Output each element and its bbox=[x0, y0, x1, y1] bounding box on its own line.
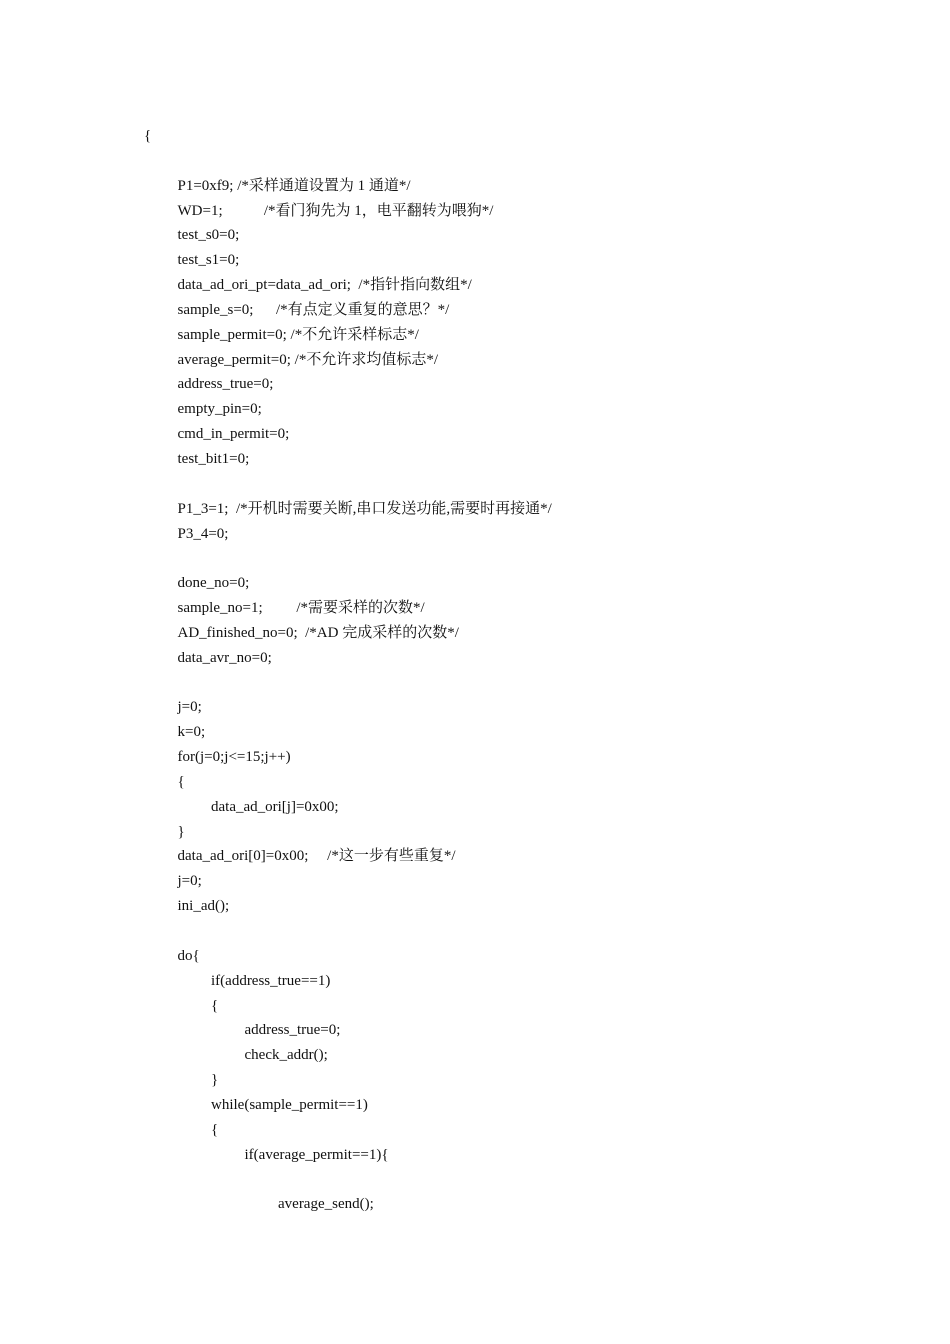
code-line: test_bit1=0; bbox=[177, 450, 250, 467]
code-line: average_send(); bbox=[278, 1196, 374, 1213]
code-line: do{ bbox=[177, 947, 200, 964]
code-line bbox=[144, 149, 904, 174]
code-line: AD_finished_no=0; /*AD 完成采样的次数*/ bbox=[177, 624, 459, 641]
code-line: for(j=0;j<=15;j++) bbox=[177, 749, 291, 766]
code-line: WD=1; /*看门狗先为 1，电平翻转为喂狗*/ bbox=[177, 202, 494, 219]
code-line: sample_no=1; /*需要采样的次数*/ bbox=[177, 600, 425, 617]
code-line: { bbox=[144, 128, 152, 144]
code-line: average_permit=0; /*不允许求均值标志*/ bbox=[177, 351, 438, 368]
code-line bbox=[144, 546, 904, 571]
code-line: empty_pin=0; bbox=[177, 401, 262, 418]
code-line: if(address_true==1) bbox=[211, 972, 331, 989]
code-line: P1=0xf9; /*采样通道设置为 1 通道*/ bbox=[177, 177, 411, 194]
code-line: sample_s=0; /*有点定义重复的意思？*/ bbox=[177, 301, 450, 318]
code-line: P3_4=0; bbox=[177, 525, 229, 542]
code-line: cmd_in_permit=0; bbox=[177, 426, 290, 443]
code-line: address_true=0; bbox=[244, 1022, 341, 1039]
code-line: done_no=0; bbox=[177, 575, 250, 592]
code-line: check_addr(); bbox=[244, 1047, 328, 1064]
code-line: { bbox=[177, 773, 185, 790]
code-line: address_true=0; bbox=[177, 376, 274, 393]
code-line: if(average_permit==1){ bbox=[244, 1146, 389, 1163]
code-line: k=0; bbox=[177, 724, 206, 741]
code-line: sample_permit=0; /*不允许采样标志*/ bbox=[177, 326, 419, 343]
code-line: j=0; bbox=[177, 699, 202, 716]
code-line: } bbox=[177, 823, 185, 840]
code-line: P1_3=1; /*开机时需要关断,串口发送功能,需要时再接通*/ bbox=[177, 500, 552, 517]
code-line bbox=[144, 919, 904, 944]
code-line: data_ad_ori_pt=data_ad_ori; /*指针指向数组*/ bbox=[177, 277, 472, 294]
code-line: test_s0=0; bbox=[177, 227, 240, 244]
code-listing bbox=[144, 124, 904, 1217]
code-line: data_ad_ori[j]=0x00; bbox=[211, 798, 339, 815]
code-line: data_ad_ori[0]=0x00; /*这一步有些重复*/ bbox=[177, 848, 456, 865]
code-line: j=0; bbox=[177, 873, 202, 890]
code-line bbox=[144, 472, 904, 497]
code-line bbox=[144, 1167, 904, 1192]
code-line bbox=[144, 671, 904, 696]
code-line: { bbox=[211, 1121, 219, 1138]
code-line: test_s1=0; bbox=[177, 252, 240, 269]
code-line: while(sample_permit==1) bbox=[211, 1096, 368, 1113]
code-line: { bbox=[211, 997, 219, 1014]
code-line: } bbox=[211, 1072, 219, 1089]
code-line: data_avr_no=0; bbox=[177, 649, 272, 666]
code-line: ini_ad(); bbox=[177, 898, 230, 915]
